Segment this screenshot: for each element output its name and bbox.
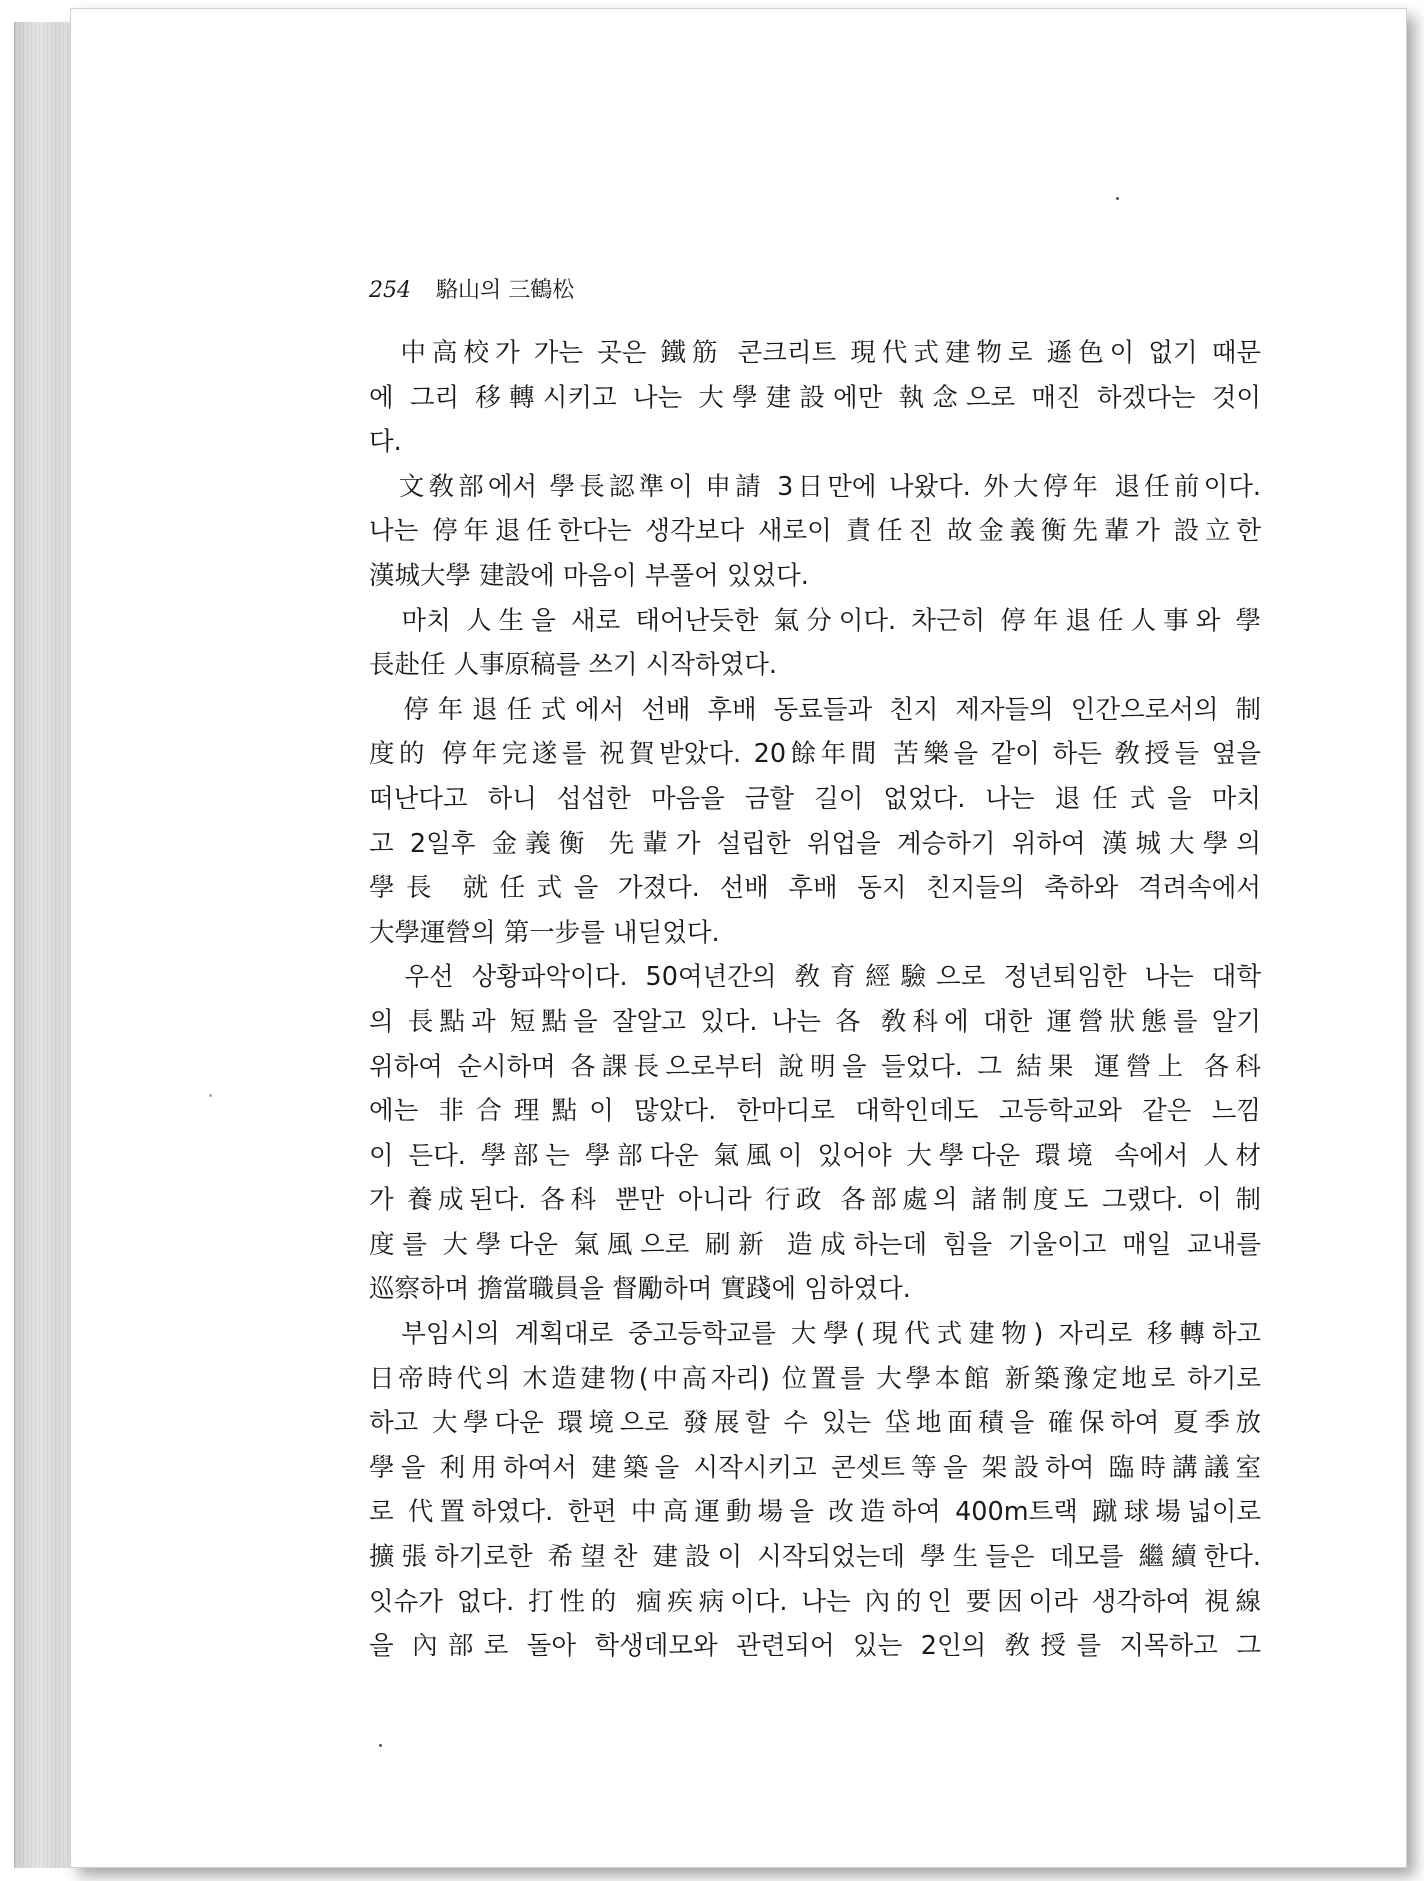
text-line: 長赴任 人事原稿를 쓰기 시작하였다. (369, 650, 777, 681)
text-line: 가 養成된다. 各科 뿐만 아니라 行政 各部處의 諸制度도 그랬다. 이 制 (369, 1185, 1261, 1216)
text-line: 學長 就任式을 가졌다. 선배 후배 동지 친지들의 축하와 격려속에서 (369, 873, 1261, 904)
page-number: 254 (369, 278, 411, 303)
scan-speck (209, 1094, 212, 1097)
text-line: 大學運營의 第一步를 내딛었다. (369, 917, 720, 948)
text-line: 停年退任式에서 선배 후배 동료들과 친지 제자들의 인간으로서의 制 (369, 694, 1261, 725)
text-line: 로 代置하였다. 한편 中高運動場을 改造하여 400m트랙 蹴球場넓이로 (369, 1497, 1261, 1528)
text-line: 에 그리 移轉시키고 나는 大學建設에만 執念으로 매진 하겠다는 것이 (369, 382, 1261, 413)
text-line: 度的 停年完遂를 祝賀받았다. 20餘年間 苦樂을 같이 하든 敎授들 옆을 (369, 739, 1261, 770)
text-line: 이 든다. 學部는 學部다운 氣風이 있어야 大學다운 環境 속에서 人材 (369, 1140, 1261, 1171)
text-line: 에는 非合理點이 많았다. 한마디로 대학인데도 고등학교와 같은 느낌 (369, 1096, 1261, 1127)
scan-speck (379, 1744, 382, 1747)
body-text (369, 331, 1261, 1669)
running-title: 駱山의 三鶴松 (436, 278, 575, 303)
text-line: 떠난다고 하니 섭섭한 마음을 금할 길이 없었다. 나는 退任式을 마치 (369, 783, 1261, 814)
text-line: 日帝時代의 木造建物(中高자리) 位置를 大學本館 新築豫定地로 하기로 (369, 1363, 1261, 1394)
text-line: 을 內部로 돌아 학생데모와 관련되어 있는 2인의 敎授를 지목하고 그 (369, 1631, 1261, 1662)
text-line: 우선 상황파악이다. 50여년간의 敎育經驗으로 정년퇴임한 나는 대학 (369, 962, 1261, 993)
text-line: 學을 利用하여서 建築을 시작시키고 콘셋트等을 架設하여 臨時講議室 (369, 1452, 1261, 1483)
text-line: 나는 停年退任한다는 생각보다 새로이 責任진 故金義衡先輩가 設立한 (369, 516, 1261, 547)
text-line: 巡察하며 擔當職員을 督勵하며 實踐에 임하였다. (369, 1274, 911, 1305)
text-line: 하고 大學다운 環境으로 發展할 수 있는 垈地面積을 確保하여 夏季放 (369, 1408, 1261, 1439)
text-line: 度를 大學다운 氣風으로 刷新 造成하는데 힘을 기울이고 매일 교내를 (369, 1229, 1261, 1260)
text-line: 漢城大學 建設에 마음이 부풀어 있었다. (369, 560, 809, 591)
book-page (70, 8, 1407, 1868)
running-header (369, 273, 574, 304)
text-line: 부임시의 계획대로 중고등학교를 大學(現代式建物) 자리로 移轉하고 (369, 1319, 1261, 1350)
text-line: 文敎部에서 學長認準이 申請 3日만에 나왔다. 外大停年 退任前이다. (369, 471, 1261, 502)
text-line: 위하여 순시하며 各課長으로부터 說明을 들었다. 그 結果 運營上 各科 (369, 1051, 1261, 1082)
text-line: 다. (369, 427, 402, 458)
text-line: 擴張하기로한 希望찬 建設이 시작되었는데 學生들은 데모를 繼續한다. (369, 1542, 1261, 1573)
text-line: 의 長點과 短點을 잘알고 있다. 나는 各 敎科에 대한 運營狀態를 알기 (369, 1006, 1261, 1037)
scan-speck (1116, 197, 1119, 200)
text-line: 中高校가 가는 곳은 鐵筋 콘크리트 現代式建物로 遜色이 없기 때문 (369, 338, 1261, 368)
text-line: 고 2일후 金義衡 先輩가 설립한 위업을 계승하기 위하여 漢城大學의 (369, 828, 1261, 859)
text-line: 마치 人生을 새로 태어난듯한 氣分이다. 차근히 停年退任人事와 學 (369, 605, 1261, 636)
text-line: 잇슈가 없다. 打性的 痼疾病이다. 나는 內的인 要因이라 생각하여 視線 (369, 1586, 1261, 1617)
